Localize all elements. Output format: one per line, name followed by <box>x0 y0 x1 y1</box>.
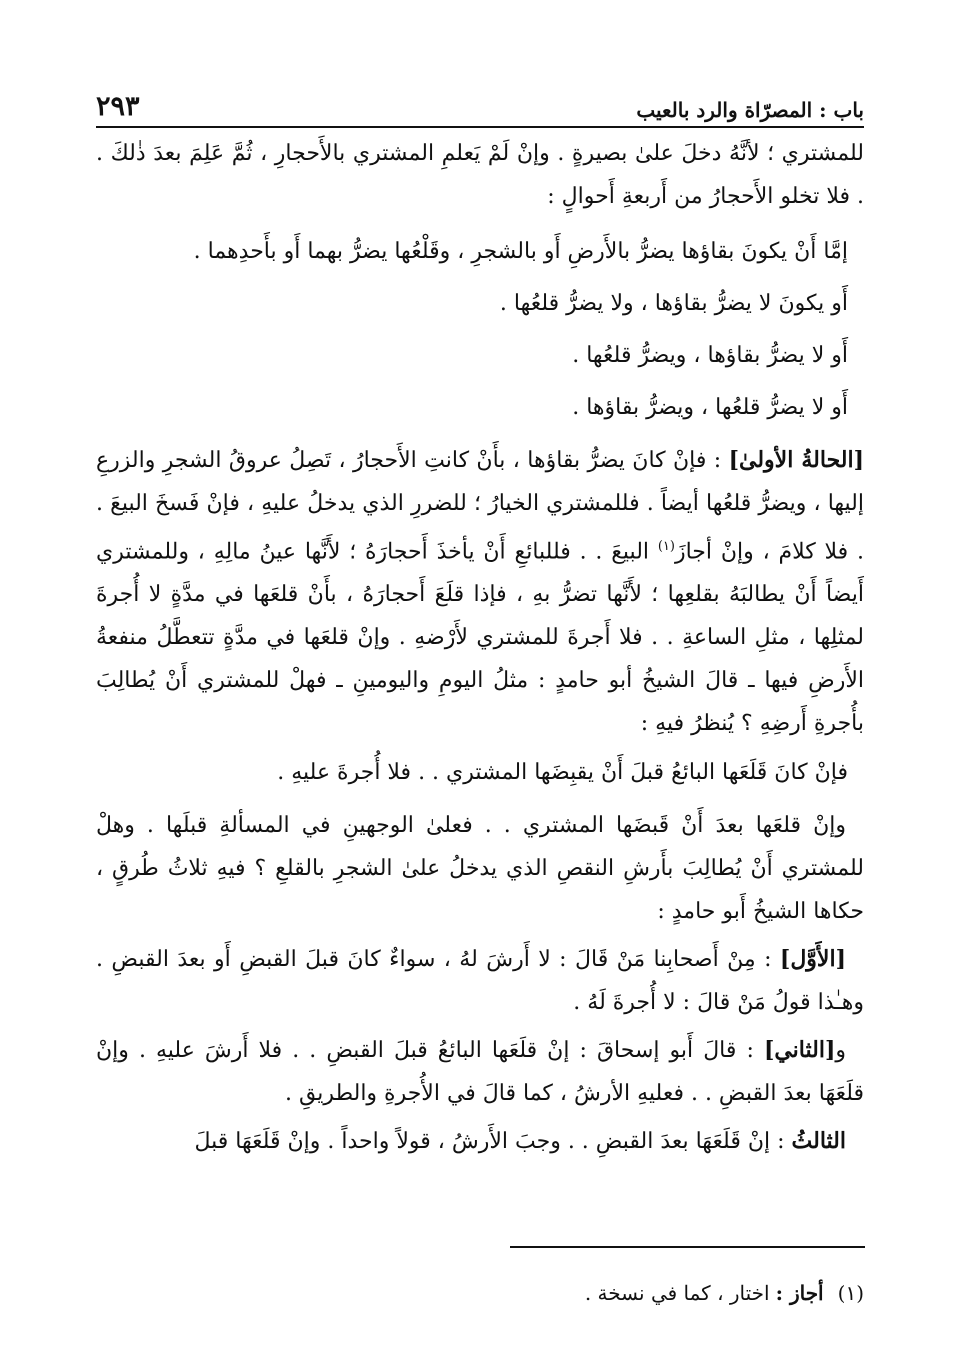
paragraph-case-one <box>96 439 864 745</box>
case-one-heading: [الحالةُ الأولىٰ] <box>728 447 864 473</box>
case-one-text: : فإنْ كانَ يضرُّ بقاؤها ، بأَنْ كانتِ الأَحجارُ ، تَصِلُ عروقُ الشجرِ والزرعِ إليها ، ويضرُّ قلعُها أيضاً . فللمشتري الخيارُ ؛ للضررِ الذي يدخلُ عليهِ ، فإنْ فَسخَ البيعَ . . فلا كلامَ ، وإنْ أجازَ <box>96 448 864 565</box>
paragraph-first-method <box>96 938 864 1024</box>
condition-2: أَو يكونَ لا يضرُّ بقاؤها ، ولا يضرُّ قلعُها . <box>499 291 848 316</box>
footnote-number: (١) <box>837 1281 864 1305</box>
main-text <box>96 132 864 1163</box>
paragraph-third-method <box>96 1120 864 1163</box>
second-method-prefix: و <box>835 1038 846 1064</box>
footnote-reference: (١) <box>657 539 675 554</box>
paragraph-intro: للمشتري ؛ لأنَّهُ دخلَ علىٰ بصيرةٍ . وإنْ لَمْ يَعلمِ المشتري بالأَحجارِ ، ثُمَّ عَلِمَ بعدَ ذٰلكَ . . فلا تخلو الأَحجارُ من أَربعةِ أَحوالٍ : <box>96 141 864 209</box>
paragraph-after-receipt: وإنْ قلعَها بعدَ أَنْ قَبضَها المشتري . . فعلىٰ الوجهينِ في المسألةِ قبلَها . وهلْ للمشتري أَنْ يُطالِبَ بأَرشِ النقصِ الذي يدخلُ علىٰ الشجرِ بالقلعِ ؟ فيهِ ثلاثُ طُرقٍ ، حكاها الشيخُ أَبو حامدٍ : <box>96 813 864 925</box>
condition-3: أَو لا يضرُّ بقاؤها ، ويضرُّ قلعُها . <box>572 343 848 368</box>
condition-1: إمَّا أَنْ يكونَ بقاؤها يضرُّ بالأَرضِ أَو بالشجرِ ، وقَلْعُها يضرُّ بهما أَو بأَحدِهما . <box>193 239 848 264</box>
running-title: باب : المصرّاة والرد بالعيب <box>636 98 864 122</box>
second-method-text: : قالَ أَبو إسحاقَ : إنْ قلَعَها البائعُ قبلَ القبضِ . . فلا أَرشَ عليهِ . وإنْ قلَعَهَا بعدَ القبضِ . . فعليهِ الأرشُ ، كما قالَ في الأُجرةِ والطريقِ . <box>96 1038 864 1107</box>
second-method-heading: [الثاني] <box>763 1037 836 1064</box>
paragraph-second-method <box>96 1029 864 1115</box>
first-method-heading: [الأَوَّل] <box>779 946 846 973</box>
paragraph-before-receipt: فإنْ كانَ قَلَعَها البائعُ قبلَ أَنْ يقبِضَها المشتري . . فلا أُجرةَ عليهِ . <box>277 760 848 786</box>
condition-4: أَو لا يضرُّ قلعُها ، ويضرُّ بقاؤها . <box>572 395 848 420</box>
footnote-text: اختار ، كما في نسخة . <box>584 1281 770 1305</box>
third-method-text: : إنْ قَلَعَهَا بعدَ القبضِ . . وجبَ الأَرشُ ، قولاً واحداً . وإنْ قَلَعَهَا قبلَ <box>194 1129 792 1155</box>
footnote <box>96 1278 864 1308</box>
page-number: ٢٩٣ <box>96 91 140 122</box>
third-method-heading: الثالثُ <box>791 1128 846 1155</box>
page-header <box>96 88 864 128</box>
case-one-text-continued: البيعَ . . فللبائعِ أَنْ يأخذَ أَحجارَهُ ؛ لأَنَّها عينُ مالِهِ ، وللمشتري أَيضاً أَنْ يطالبَهُ بقلعِها ؛ لأَنَّها تضرُّ بهِ ، فإذا قلَعَ أَحجارَهُ ، بأَنْ قلعَها في مدَّةٍ لا أُجرةَ لمثلِها ، مثلِ الساعةِ . . فلا أَجرةَ للمشتري لأَرْضهِ . وإنْ قلعَها في مدَّةٍ تتعطَّلُ منفعةُ الأَرضِ فيها ـ قالَ الشيخُ أبو حامدٍ : مثلُ اليومِ واليومينِ ـ فهلْ للمشتري أَنْ يُطالِبَ بأُجرةِ أَرضِهِ ؟ يُنظرُ فيهِ : <box>96 539 864 737</box>
first-method-text: : مِنْ أَصحابِنا مَنْ قَالَ : لا أَرشَ لهُ ، سواءٌ كانَ قبلَ القبضِ أَو بعدَ القبضِ . وهـٰذا قولُ مَنْ قالَ : لا أُجرةَ لَهُ . <box>96 947 864 1016</box>
footnote-divider <box>510 1246 865 1248</box>
footnote-keyword: أجاز : <box>775 1281 824 1305</box>
